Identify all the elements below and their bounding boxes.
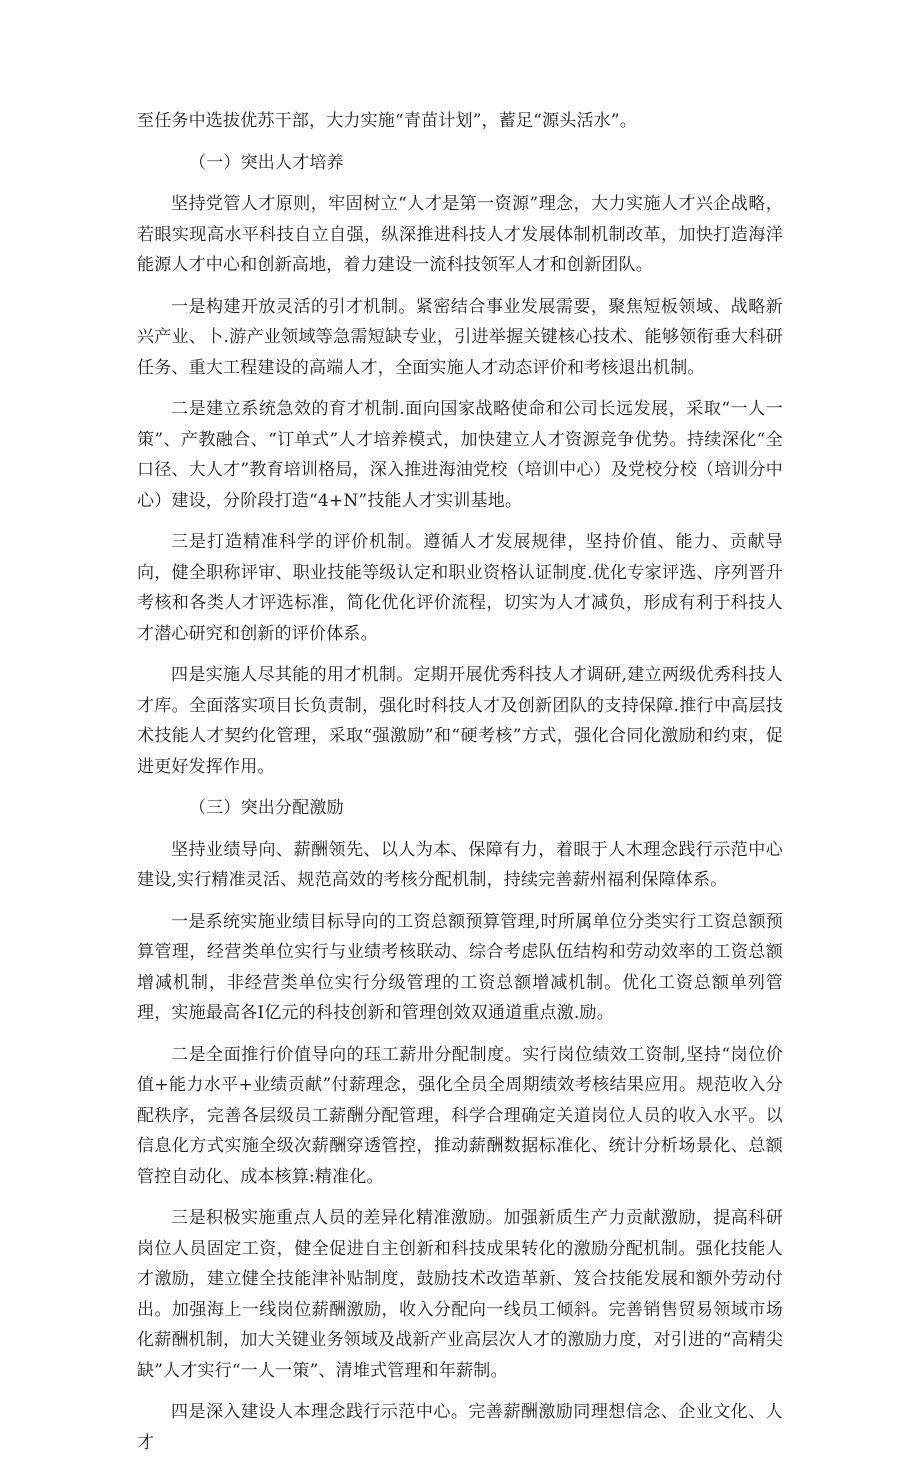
paragraph-differentiated-incentive: 三是积极实施重点人员的差异化精准激励。加强新质生产力贡献激励，提高科研岗位人员固定工资，健全促进自主创新和科技成果转化的激励分配机制。强化技能人才激励，建立健全技能津补贴制度，鼓励技术改造革新、笈合技能发展和额外劳动付出。加强海上一线岗位薪酬激励，收入分配向一线员工倾斜。完善销售贸易领域市场化薪酬机制，加大关键业务领域及战新产业高层次人才的激励力度，对引进的“高精尖缺”人才实行“一人一策”、清堆式管理和年薪制。 [137,1208,783,1381]
section-heading-distribution-incentive: （三）突出分配激励 [189,798,344,818]
paragraph-talent-principle: 坚持党管人才原则，牢固树立“人才是第一资源”理念，大力实施人才兴企战略，若眼实现高水平科技自立自强，纵深推进科技人才发展体制机制改革，加快打造海洋能源人才中心和创新高地，着力建设一流科技领军人才和创新团队。 [137,194,783,275]
paragraph-performance-orientation: 坚持业绩导向、薪酬领先、以人为本、保障有力，着眼于人木理念践行示范中心建设,实行精准灵活、规范高效的考核分配机制，持续完善薪州福利保障体系。 [137,839,783,890]
paragraph-utilization-mechanism: 四是实施人尽其能的用才机制。定期开展优秀科技人才调研,建立两级优秀科技人才库。全面落实项目长负责制，强化时科技人才及创新团队的支持保障.推行中高层技术技能人才契约化管理，采取“强激励”和“硬考核”方式，强化合同化激励和约束，促进更好发挥作用。 [137,665,783,777]
document-page [137,106,783,1469]
section-heading-talent-cultivation: （一）突出人才培养 [189,152,344,173]
paragraph-training-mechanism: 二是建立系统急效的育才机制.面向国家战略使命和公司长远发展，采取“一人一策”、产教融合、“订单式”人才培养模式，加快建立人才资源竞争优势。持续深化“全口径、大人才”教育培训格局，深入推进海油党校（培训中心）及党校分校（培训分中心）建设，分阶段打造“4+N”技能人才实训基地。 [137,399,783,511]
paragraph-demonstration-center: 四是深入建设人本理念践行示范中心。完善薪酬激励同理想信念、企业文化、人才 [137,1402,783,1453]
paragraph-evaluation-mechanism: 三是打造精准科学的评价机制。遵循人才发展规律，坚持价值、能力、贡献导向，健全职称评审、职业技能等级认定和职业资格认证制度.优化专家评选、序列晋升考核和各类人才评选标准，简化优化评价流程，切实为人才减负，形成有利于科技人才潜心研究和创新的评价体系。 [137,532,783,644]
paragraph-wage-budget: 一是系统实施业绩目标导向的工资总额预算管理,时所属单位分类实行工资总额预算管理，经营类单位实行与业绩考核联动、综合考虑队伍结构和劳动效率的工资总额增减机制，非经营类单位实行分级管理的工资总额增减机制。优化工资总额单列管理，实施最高各I亿元的科技创新和管理创效双通道重点激.励。 [137,911,783,1023]
paragraph-salary-distribution: 二是全面推行价值导向的珏工薪卅分配制度。实行岗位绩效工资制,坚持“岗位价值+能力水平+业绩贡献”付薪理念，强化全员全周期绩效考核结果应用。规范收入分配秩序，完善各层级员工薪酬分配管理，科学合理确定关道岗位人员的收入水平。以信息化方式实施全级次薪酬穿透管控，推动薪酬数据标准化、统计分析场景化、总额管控自动化、成本核算:精准化。 [137,1044,783,1187]
paragraph-continuation: 至任务中选拔优苏干部，大力实施“青苗计划”，蓄足“源头活水”。 [137,111,637,131]
paragraph-recruitment-mechanism: 一是构建开放灵活的引才机制。紧密结合事业发展需要，聚焦短板领域、战略新兴产业、卜.游产业领域等急需短缺专业，引进举握关键核心技术、能够领衔垂大科研任务、重大工程建设的高端人才，全面实施人才动态评价和考核退出机制。 [137,296,783,378]
